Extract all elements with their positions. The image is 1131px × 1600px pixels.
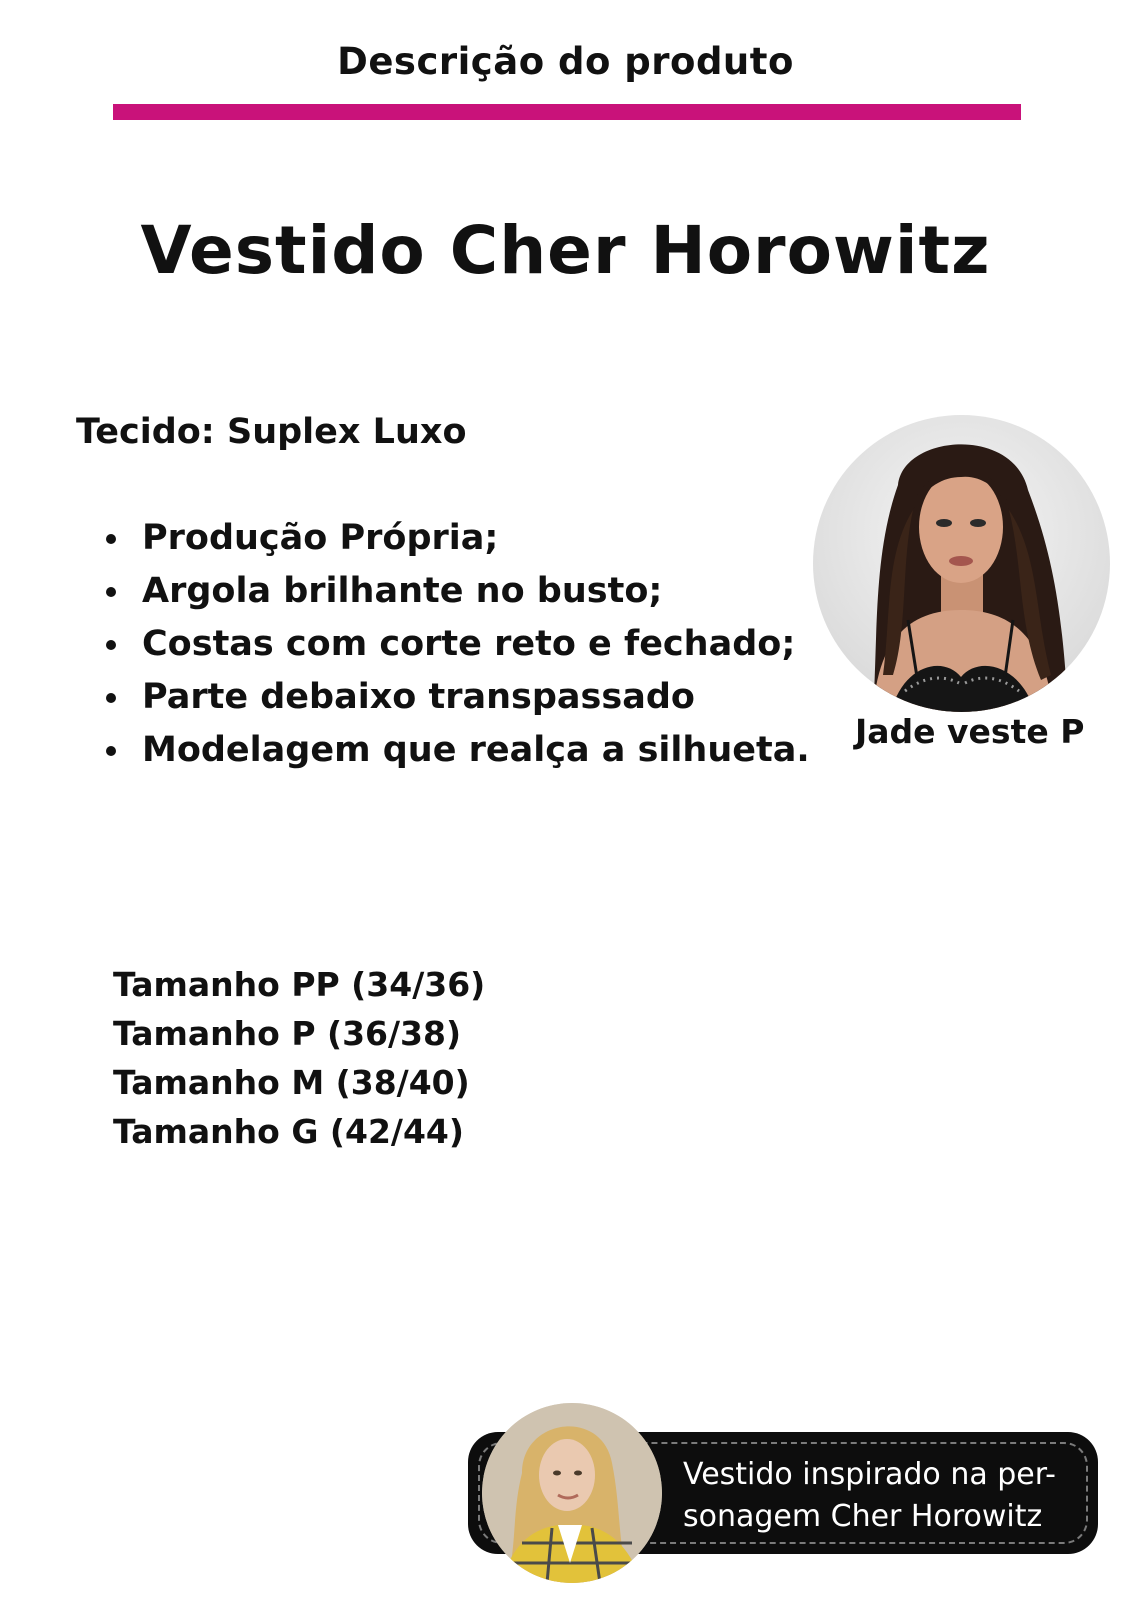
size-list: [113, 960, 485, 1156]
banner-text: [683, 1454, 1083, 1538]
size-item: Tamanho P (36/38): [113, 1014, 462, 1053]
feature-item: Argola brilhante no busto;: [106, 565, 810, 618]
size-item: Tamanho M (38/40): [113, 1063, 470, 1102]
feature-item: Parte debaixo transpassado: [106, 671, 810, 724]
feature-item: Modelagem que realça a silhueta.: [106, 724, 810, 777]
model-photo: [813, 415, 1110, 712]
product-title: Vestido Cher Horowitz: [140, 212, 991, 289]
feature-item: Costas com corte reto e fechado;: [106, 618, 810, 671]
model-caption: Jade veste P: [855, 712, 1085, 751]
banner-line: sonagem Cher Horowitz: [683, 1499, 1043, 1534]
banner-line: Vestido inspirado na per-: [683, 1457, 1056, 1492]
section-title: Descrição do produto: [337, 40, 794, 83]
size-item: Tamanho G (42/44): [113, 1112, 464, 1151]
inspiration-photo: [482, 1403, 662, 1583]
accent-divider: [113, 104, 1021, 120]
fabric-line: Tecido: Suplex Luxo: [76, 412, 467, 452]
feature-list: [106, 512, 810, 777]
feature-item: Produção Própria;: [106, 512, 810, 565]
size-item: Tamanho PP (34/36): [113, 965, 486, 1004]
